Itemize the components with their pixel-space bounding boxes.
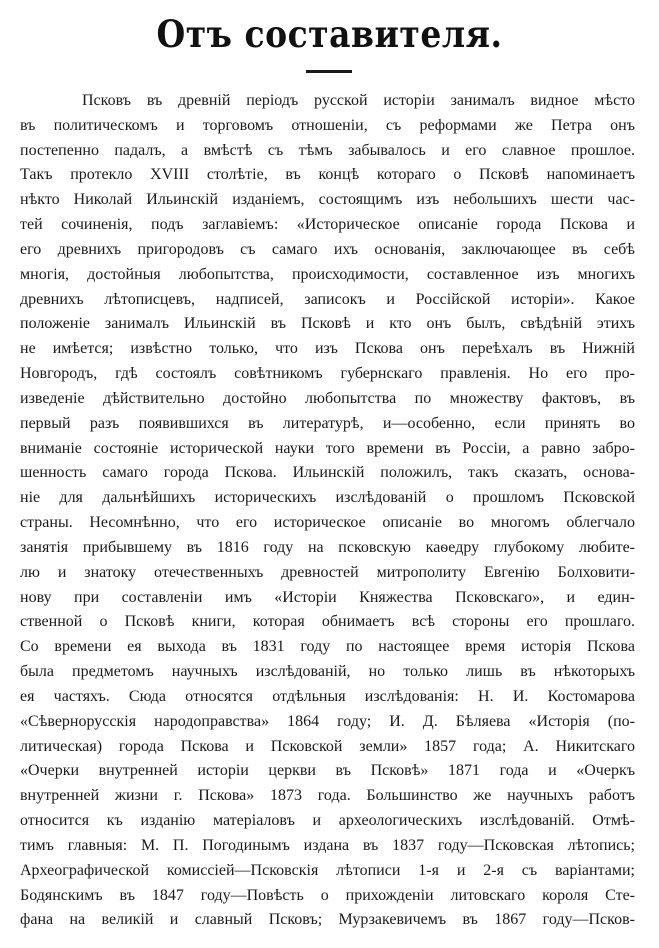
text-line: Археографической комиссіей—Псковскія лѣтописи 1-я и 2-я съ варіантами; — [20, 861, 635, 879]
text-line: литическая) города Пскова и Псковской земли» 1857 года; А. Никитскаго — [20, 737, 635, 755]
text-line: Бодянскимъ въ 1847 году—Повѣсть о прихожденіи литовскаго короля Сте- — [20, 886, 635, 904]
text-line: была предметомъ научныхъ изслѣдованій, но только лишь въ нѣкоторыхъ — [20, 663, 635, 681]
text-line: вниманіе состояніе исторической науки того времени въ Россіи, а равно забро- — [20, 439, 635, 457]
text-line: ея частяхъ. Сюда относятся отдѣльныя изслѣдованія: Н. И. Костомарова — [20, 687, 635, 705]
text-line: «Очерки внутренней исторіи церкви въ Псковѣ» 1871 года и «Очеркъ — [20, 762, 635, 780]
body-text — [20, 89, 635, 933]
text-line: нову при составленіи имъ «Исторіи Княжества Псковскаго», и един- — [20, 588, 635, 606]
text-line: его древнихъ пригородовъ съ самаго ихъ основанія, заключающее въ себѣ — [20, 240, 635, 258]
text-line: не имѣется; извѣстно только, что изъ Пскова онъ переѣхалъ въ Нижній — [20, 340, 635, 358]
text-line: страны. Несомнѣнно, что его историческое описаніе во многомъ облегчало — [20, 514, 635, 532]
text-line: Со времени ея выхода въ 1831 году по настоящее время исторія Пскова — [20, 638, 635, 656]
text-line: многія, достойныя любопытства, происходимости, составленное изъ многихъ — [20, 265, 635, 283]
text-line: тей сочиненія, подъ заглавіемъ: «Историческое описаніе города Пскова и — [20, 216, 635, 234]
text-line: древнихъ лѣтописцевъ, надписей, записокъ и Россійской исторіи». Какое — [20, 290, 635, 308]
text-line: лю и знатоку отечественныхъ древностей митрополиту Евгенію Болховити- — [20, 563, 635, 581]
text-line: изведеніе дѣйствительно достойно любопытства по множеству фактовъ, въ — [20, 389, 635, 407]
title-divider — [306, 70, 352, 73]
text-line: Такъ протекло XVIII столѣтіе, въ концѣ котораго о Псковѣ напоминаетъ — [20, 166, 635, 184]
text-line: занятія прибывшему въ 1816 году на псковскую каѳедру глубокому любите- — [20, 538, 635, 556]
text-line: постепенно падалъ, а вмѣстѣ съ тѣмъ забывалось и его славное прошлое. — [20, 141, 635, 159]
text-line: Новгородъ, гдѣ состоялъ совѣтникомъ губернскаго правленія. Но его про- — [20, 365, 635, 383]
page-title: Отъ составителя. — [156, 12, 503, 56]
text-line: шенность самаго города Пскова. Ильинскій положилъ, такъ сказать, основа- — [20, 464, 635, 482]
text-line: относится къ изданію матеріаловъ и археологическихъ изслѣдованій. Отмѣ- — [20, 812, 635, 830]
text-line: тимъ главныя: М. П. Погодинымъ издана въ 1837 году—Псковская лѣтопись; — [20, 836, 635, 854]
text-line: первый разъ появившихся въ литературѣ, и—особенно, если принять во — [20, 414, 635, 432]
text-line: Псковъ въ древній періодъ русской исторіи занималъ видное мѣсто — [82, 92, 635, 109]
text-line: фана на великій и славный Псковъ; Мурзакевичемъ въ 1867 году—Псков- — [20, 911, 635, 929]
text-line: внутренней жизни г. Пскова» 1873 года. Большинство же научныхъ работъ — [20, 787, 635, 805]
text-line: въ политическомъ и торговомъ отношеніи, съ реформами же Петра онъ — [20, 116, 635, 134]
text-line: ственной о Псковѣ книги, которая обнимаетъ всѣ стороны его прошлаго. — [20, 613, 635, 631]
text-line: «Сѣвернорусскія народоправства» 1864 году; И. Д. Бѣляева «Исторія (по- — [20, 712, 635, 730]
text-line: положеніе занималъ Ильинскій въ Псковѣ и кто онъ былъ, свѣдѣній этихъ — [20, 315, 635, 333]
text-line: нѣкто Николай Ильинскій изданіемъ, состоящимъ изъ небольшихъ шести час- — [20, 191, 635, 209]
text-line: ніе для дальнѣйшихъ историческихъ изслѣдованій о прошломъ Псковской — [20, 489, 635, 507]
